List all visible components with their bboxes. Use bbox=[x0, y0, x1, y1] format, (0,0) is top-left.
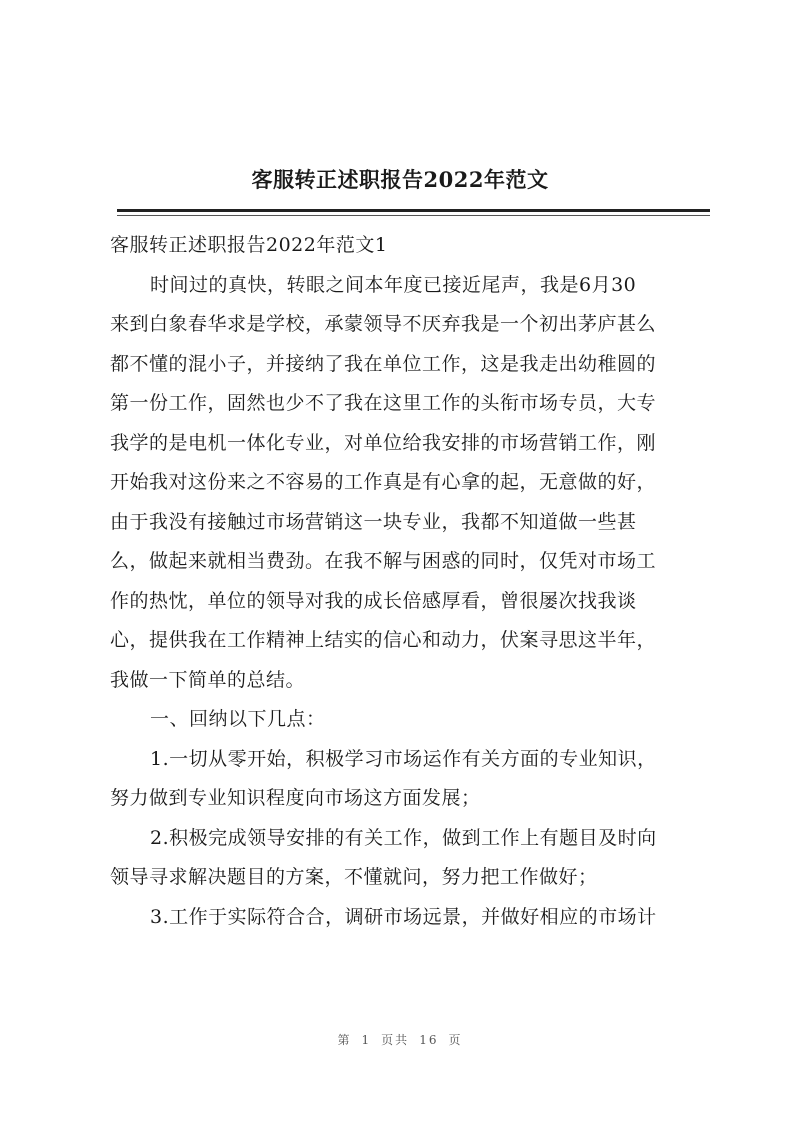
text-line: 来到白象春华求是学校，承蒙领导不厌弃我是一个初出茅庐甚么 bbox=[110, 313, 657, 335]
title-rule-thin bbox=[117, 215, 710, 216]
text-line: 我做一下简单的总结。 bbox=[110, 668, 306, 691]
text-line: 我学的是电机一体化专业，对单位给我安排的市场营销工作，刚 bbox=[110, 431, 657, 454]
page-footer bbox=[0, 1030, 800, 1050]
text-line: 时间过的真快，转眼之间本年度已接近尾声，我是6月30 bbox=[150, 273, 637, 296]
footer-middle: 页共 bbox=[381, 1033, 410, 1047]
section-heading: 客服转正述职报告2022年范文1 bbox=[110, 234, 388, 256]
footer-total-pages: 16 bbox=[419, 1033, 439, 1047]
text-line: 作的热忱，单位的领导对我的成长倍感厚看，曾很屡次找我谈 bbox=[110, 589, 637, 612]
text-line: 1.一切从零开始，积极学习市场运作有关方面的专业知识， bbox=[150, 747, 657, 770]
footer-suffix: 页 bbox=[448, 1033, 463, 1047]
text-line: 开始我对这份来之不容易的工作真是有心拿的起，无意做的好， bbox=[110, 471, 657, 493]
text-line: 努力做到专业知识程度向市场这方面发展； bbox=[110, 787, 481, 809]
document-body bbox=[110, 226, 710, 937]
title-rule-thick bbox=[117, 209, 710, 212]
document-title: 客服转正述职报告2022年范文 bbox=[251, 167, 549, 192]
paragraph-lines bbox=[110, 266, 710, 938]
text-line: 由于我没有接触过市场营销这一块专业，我都不知道做一些甚 bbox=[110, 510, 637, 533]
text-line: 都不懂的混小子，并接纳了我在单位工作，这是我走出幼稚圆的 bbox=[110, 352, 657, 375]
text-line: 心，提供我在工作精神上结实的信心和动力，伏案寻思这半年， bbox=[110, 629, 657, 651]
text-line: 3.工作于实际符合合，调研市场远景，并做好相应的市场计 bbox=[150, 905, 657, 928]
text-line: 一、回纳以下几点： bbox=[150, 708, 326, 730]
text-line: 领导寻求解决题目的方案，不懂就问，努力把工作做好； bbox=[110, 866, 598, 888]
text-line: 第一份工作，固然也少不了我在这里工作的头衔市场专员，大专 bbox=[110, 392, 657, 414]
text-line: 么，做起来就相当费劲。在我不解与困惑的同时，仅凭对市场工 bbox=[110, 550, 657, 572]
text-line: 2.积极完成领导安排的有关工作，做到工作上有题目及时向 bbox=[150, 826, 657, 849]
footer-prefix: 第 bbox=[337, 1033, 352, 1047]
footer-page-number: 1 bbox=[361, 1033, 372, 1047]
